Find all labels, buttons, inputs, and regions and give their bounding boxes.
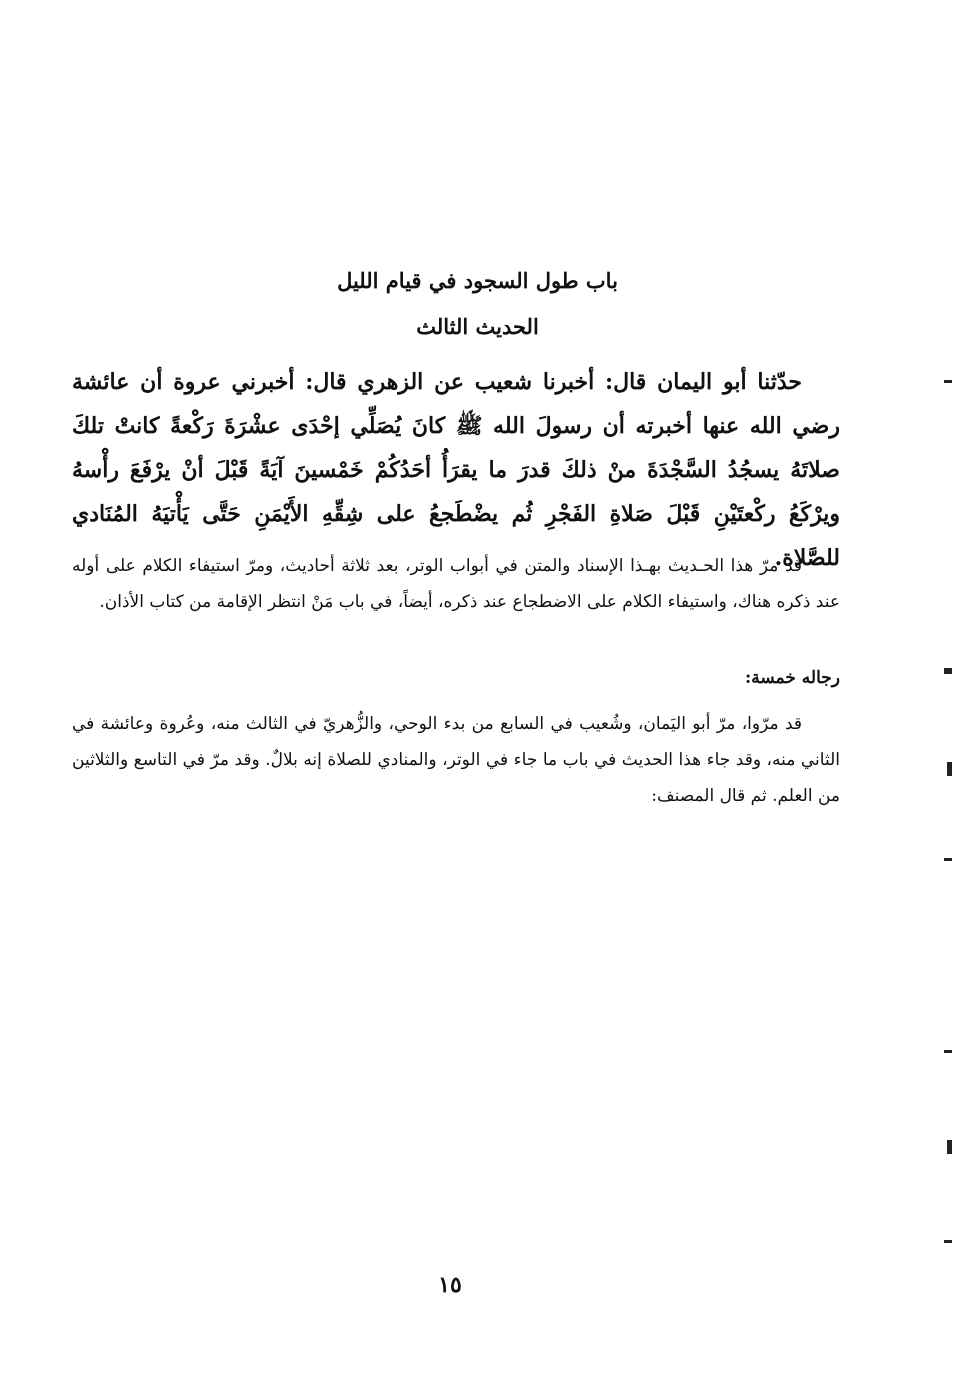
commentary-paragraph-1 <box>72 548 840 620</box>
margin-mark <box>944 1050 952 1053</box>
page-number: ١٥ <box>438 1272 462 1298</box>
margin-mark <box>944 668 952 674</box>
commentary-text-2: قد مرّوا، مرّ أبو اليَمان، وشُعيب في السابع من بدء الوحي، والزُّهريّ في الثالث منه، وعُروة وعائشة في الثاني منه، وقد جاء هذا الحديث في باب ما جاء في الوتر، والمنادي للصلاة إنه بلالٌ. وقد مرّ في التاسع والثلاثين من العلم. ثم قال المصنف: <box>72 714 840 806</box>
hadith-text: حدّثنا أبو اليمان قال: أخبرنا شعيب عن الزهري قال: أخبرني عروة أن عائشة رضي الله عنها أخبرته أن رسولَ الله ﷺ كانَ يُصَلِّي إحْدَى عشْرَةَ رَكْعةً كانتْ تلكَ صلاتَهُ يسجُدُ السَّجْدَةَ منْ ذلكَ قدرَ ما يقرَأُ أحَدُكُمْ خَمْسينَ آيَةً قَبْلَ أنْ يرْفَعَ رأْسهُ ويرْكَعُ ركْعتَيْنِ قَبْلَ صَلاةِ الفَجْرِ ثُم يضْطَجعُ على شِقِّهِ الأَيْمَنِ حَتَّى يَأْتيَهُ المُنَادي للصَّلاة. <box>72 369 840 571</box>
chapter-title: باب طول السجود في قيام الليل <box>337 268 618 293</box>
margin-mark <box>944 858 952 861</box>
margin-mark <box>944 380 952 383</box>
commentary-paragraph-2 <box>72 706 840 814</box>
margin-mark <box>947 1140 952 1154</box>
hadith-text-block <box>72 360 840 580</box>
margin-mark <box>944 1240 952 1243</box>
narrators-heading: رجاله خمسة: <box>744 668 840 688</box>
hadith-label: الحديث الثالث <box>416 314 539 339</box>
commentary-text-1: قد مرّ هذا الحـديث بهـذا الإسناد والمتن في أبواب الوتر، بعد ثلاثة أحاديث، ومرّ استيفاء الكلام على أوله عند ذكره هناك، واستيفاء الكلام على الاضطجاع عند ذكره، أيضاً، في باب مَنْ انتظر الإقامة من كتاب الأذان. <box>72 556 840 612</box>
margin-mark <box>947 762 952 776</box>
